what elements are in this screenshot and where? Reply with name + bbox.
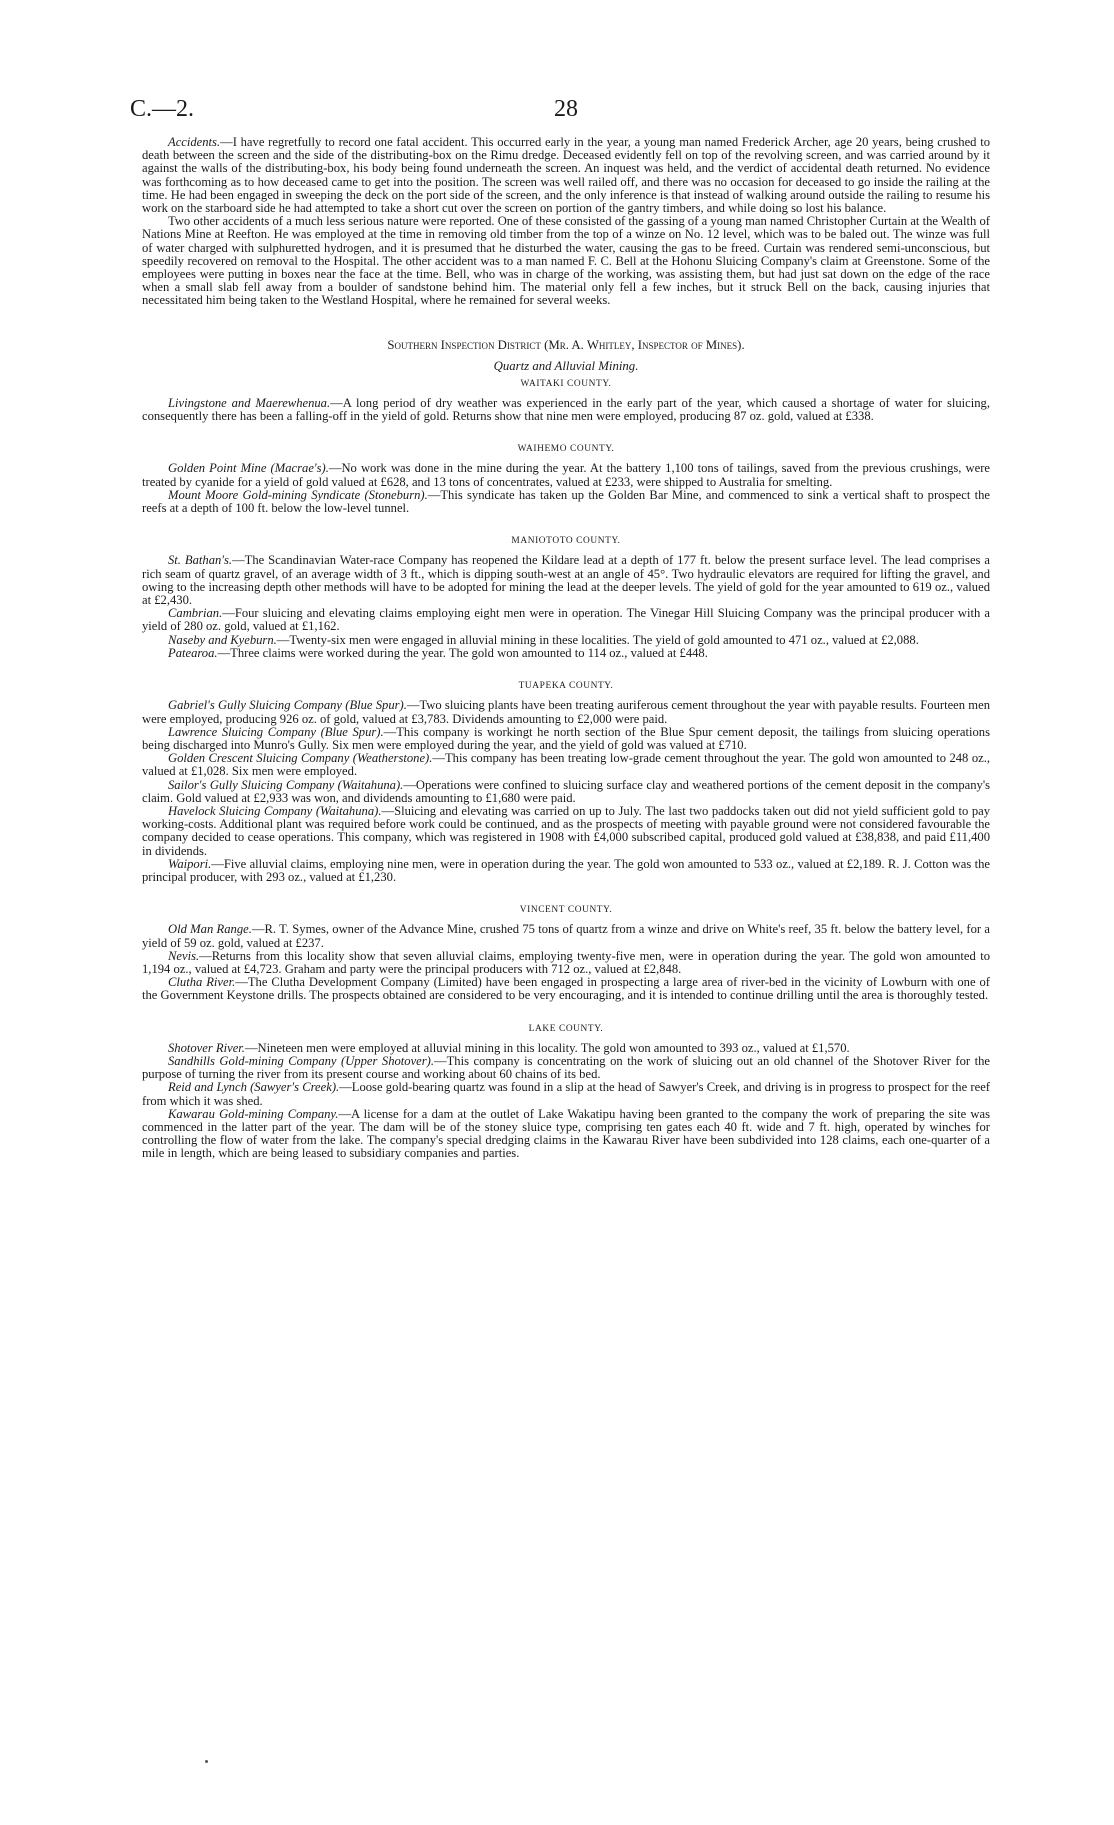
county-heading: WAIHEMO COUNTY.: [517, 444, 615, 455]
page-speck: [205, 1760, 208, 1763]
paragraph-heading: Lawrence Sluicing Company (Blue Spur).: [168, 724, 384, 739]
paragraph-heading: Kawarau Gold-mining Company.: [168, 1106, 339, 1121]
paragraph-heading: Old Man Range.: [168, 922, 252, 937]
paragraph-text: —This company has been treating low-grade cement throughout the year. The gold won amounted to 248 oz., valued at £1,028. Six men were employed.: [142, 751, 990, 779]
paragraph-heading: Nevis.: [168, 948, 200, 963]
paragraph-text: —Four sluicing and elevating claims employing eight men were in operation. The Vinegar Hill Sluicing Company was the principal producer with a yield of 280 oz. gold, valued at £1,162.: [142, 606, 990, 634]
paragraph-heading: Clutha River.: [168, 975, 236, 990]
paragraph-heading: Sandhills Gold-mining Company (Upper Shotover).: [168, 1053, 435, 1068]
county-paragraph: [142, 1055, 990, 1081]
paragraph-text: —A long period of dry weather was experienced in the early part of the year, which caused a shortage of water for sluicing, consequently there has been a falling-off in the yield of gold. Returns show that nine men were employed, producing 87 oz. gold, valued at £338.: [142, 395, 991, 424]
county-paragraph: [142, 1081, 990, 1107]
county-heading: TUAPEKA COUNTY.: [518, 681, 614, 692]
page-number: 28: [554, 96, 578, 122]
paragraph-text: —A license for a dam at the outlet of Lake Wakatipu having been granted to the company the work of preparing the site was commenced in the latter part of the year. The dam will be of the stoney sluice type, comprising ten gates each 40 ft. wide and 7 ft. high, operated by winches for controlling the flow of water from the lake. The company's special dredging claims in the Kawarau River have been subdivided into 128 claims, each one-quarter of a mile in length, which are being leased to subsidiary companies and parties.: [142, 1106, 990, 1161]
district-heading: Southern Inspection District (Mr. A. Whitley, Inspector of Mines).: [387, 337, 745, 352]
paragraph-text: —No work was done in the mine during the year. At the battery 1,100 tons of tailings, saved from the previous crushings, were treated by cyanide for a yield of gold valued at £628, and 13 tons of concentrates, valued at £233, were shipped to Australia for smelting.: [142, 461, 990, 489]
county-paragraph: [142, 976, 990, 1002]
county-paragraph: [142, 752, 990, 778]
county-heading: LAKE COUNTY.: [528, 1023, 604, 1034]
paragraph-heading: Waipori.: [168, 856, 212, 871]
paragraph-text: —I have regretfully to record one fatal accident. This occurred early in the year, a young man named Frederick Archer, age 20 years, being crushed to death between the screen and the side of the distributing-box on the Rimu dredge. Deceased evidently fell on top of the revolving screen, and was carried around by it against the walls of the distributing-box, his body being found underneath the screen. An inquest was held, and the verdict of accidental death returned. No evidence was forthcoming as to how deceased came to get into the position. The screen was well railed off, and there was no occasion for deceased to go inside the railing at the time. He had been engaged in sweeping the deck on the port side of the screen, and the only inference is that instead of walking around outside the railing to resume his work on the starboard side he had attempted to take a short cut over the screen on portion of the gantry timbers, and while doing so lost his balance.: [142, 135, 990, 216]
county-sections: [142, 378, 990, 1161]
county-paragraph: [142, 699, 990, 725]
paragraph-text: —Returns from this locality show that seven alluvial claims, employing twenty-five men, were in operation during the year. The gold won amounted to 1,194 oz., valued at £4,723. Graham and party were the principal producers with 712 oz., valued at £2,848.: [142, 948, 990, 976]
paragraph-heading: Gabriel's Gully Sluicing Company (Blue Spur).: [168, 698, 407, 713]
paragraph-text: —Nineteen men were employed at alluvial mining in this locality. The gold won amounted to 393 oz., valued at £1,570.: [244, 1040, 850, 1055]
paragraph-text: —Three claims were worked during the year. The gold won amounted to 114 oz., valued at £448.: [217, 645, 708, 660]
document-body: [142, 136, 990, 1161]
paragraph-heading: Golden Point Mine (Macrae's).: [168, 461, 329, 476]
paragraph-heading: Accidents.: [168, 135, 221, 149]
paragraph-text: —Twenty-six men were engaged in alluvial mining in these localities. The yield of gold amounted to 471 oz., valued at £2,088.: [276, 632, 919, 647]
paragraph-heading: Shotover River.: [168, 1040, 245, 1055]
paragraph-text: —The Clutha Development Company (Limited) have been engaged in prospecting a large area of river-bed in the vicinity of Lowburn with one of the Government Keystone drills. The prospects obtained are considered to be very encouraging, and it is intended to continue drilling until the area is thoroughly tested.: [142, 975, 990, 1003]
county-heading: VINCENT COUNTY.: [519, 905, 613, 916]
county-paragraph: [142, 1108, 990, 1161]
paragraph-heading: Patearoa.: [168, 645, 218, 660]
county-paragraph: [142, 647, 990, 660]
paragraph-heading: Reid and Lynch (Sawyer's Creek).: [168, 1080, 340, 1095]
paragraph-text: —Two sluicing plants have been treating auriferous cement throughout the year with payable results. Fourteen men were employed, producing 926 oz. of gold, valued at £3,783. Dividends amounting to £2,000 were paid.: [142, 698, 990, 726]
paragraph-accidents: [142, 136, 990, 215]
paragraph-heading: Golden Crescent Sluicing Company (Weatherstone).: [168, 751, 433, 766]
county-paragraph: [142, 462, 990, 488]
paragraph-other-accidents: [142, 215, 990, 307]
paragraph-heading: Havelock Sluicing Company (Waitahuna).: [168, 803, 382, 818]
paragraph-heading: St. Bathan's.: [168, 553, 233, 568]
paragraph-text: —Sluicing and elevating was carried on up to July. The last two paddocks taken out did not yield sufficient gold to pay working-costs. Additional plant was required before work could be continued, and as the prospects of meeting with payable ground were not considered favourable the company decided to cease operations. This company, which was registered in 1908 with £4,000 subscribed capital, produced gold valued at £38,838, and paid £11,400 in dividends.: [142, 803, 991, 858]
county-heading: WAITAKI COUNTY.: [520, 378, 612, 389]
county-paragraph: [142, 950, 990, 976]
paragraph-text: —This company is concentrating on the work of sluicing out an old channel of the Shotover River for the purpose of turning the river from its present course and working about 60 chains of its bed.: [142, 1053, 990, 1082]
section-subtitle: Quartz and Alluvial Mining.: [493, 358, 639, 373]
paragraph-text: —Five alluvial claims, employing nine men, were in operation during the year. The gold won amounted to 533 oz., valued at £2,189. R. J. Cotton was the principal producer, with 293 oz., valued at £1,230.: [142, 856, 990, 884]
document-page: [130, 96, 991, 1161]
page-header: [130, 96, 990, 132]
paragraph-heading: Livingstone and Maerewhenua.: [168, 395, 331, 410]
paragraph-heading: Naseby and Kyeburn.: [168, 632, 277, 647]
paragraph-heading: Mount Moore Gold-mining Syndicate (Stoneburn).: [168, 487, 428, 502]
county-paragraph: [142, 923, 990, 949]
paragraph-text: —Loose gold-bearing quartz was found in a slip at the head of Sawyer's Creek, and driving is in progress to prospect for the reef from which it was shed.: [142, 1080, 990, 1108]
county-paragraph: [142, 805, 990, 858]
paragraph-text: —This syndicate has taken up the Golden Bar Mine, and commenced to sink a vertical shaft to prospect the reefs at a depth of 100 ft. below the low-level tunnel.: [142, 487, 990, 516]
report-reference: C.—2.: [130, 96, 195, 122]
county-paragraph: [142, 489, 990, 515]
paragraph-text: —The Scandinavian Water-race Company has reopened the Kildare lead at a depth of 177 ft. below the present surface level. The lead comprises a rich seam of quartz gravel, of an average width of 3 ft., which is dipping south-west at an angle of 45°. Two hydraulic elevators are required for lifting the gravel, and owing to the increasing depth other methods will have to be adopted for mining the lead at the deeper levels. The yield of gold for the year amounted to 619 oz., valued at £2,430.: [142, 553, 990, 608]
county-heading: MANIOTOTO COUNTY.: [511, 536, 621, 547]
county-paragraph: [142, 607, 990, 633]
paragraph-heading: Sailor's Gully Sluicing Company (Waitahuna).: [168, 777, 404, 792]
county-paragraph: [142, 726, 990, 752]
county-paragraph: [142, 858, 990, 884]
county-paragraph: [142, 397, 990, 423]
paragraph-text: —This company is workingt he north section of the Blue Spur cement deposit, the tailings from sluicing operations being discharged into Munro's Gully. Six men were employed during the year, and the yield of gold was valued at £710.: [142, 724, 990, 752]
county-paragraph: [142, 779, 990, 805]
paragraph-heading: Cambrian.: [168, 606, 223, 621]
paragraph-text: —R. T. Symes, owner of the Advance Mine, crushed 75 tons of quartz from a winze and drive on White's reef, 35 ft. below the battery level, for a yield of 59 oz. gold, valued at £237.: [142, 922, 990, 950]
paragraph-text: Two other accidents of a much less serious nature were reported. One of these consisted of the gassing of a young man named Christopher Curtain at the Wealth of Nations Mine at Reefton. He was employed at the time in removing old timber from the top of a winze on No. 12 level, which was to be baled out. The winze was full of water charged with sulphuretted hydrogen, and it is presumed that he disturbed the water, causing the gas to be freed. Curtain was rendered semi-unconscious, but speedily recovered on removal to the Hospital. The other accident was to a man named F. C. Bell at the Hohonu Sluicing Company's claim at Greenstone. Some of the employees were putting in boxes near the face at the time. Bell, who was in charge of the working, was assisting them, but had just sat down on the edge of the race when a small slab fell away from a boulder of sandstone behind him. The material only fell a few inches, but it struck Bell on the back, causing injuries that necessitated him being taken to the Westland Hospital, where he remained for several weeks.: [142, 214, 990, 308]
paragraph-text: —Operations were confined to sluicing surface clay and weathered portions of the cement deposit in the company's claim. Gold valued at £2,933 was won, and dividends amounting to £1,680 were paid.: [142, 777, 991, 805]
county-paragraph: [142, 554, 990, 607]
